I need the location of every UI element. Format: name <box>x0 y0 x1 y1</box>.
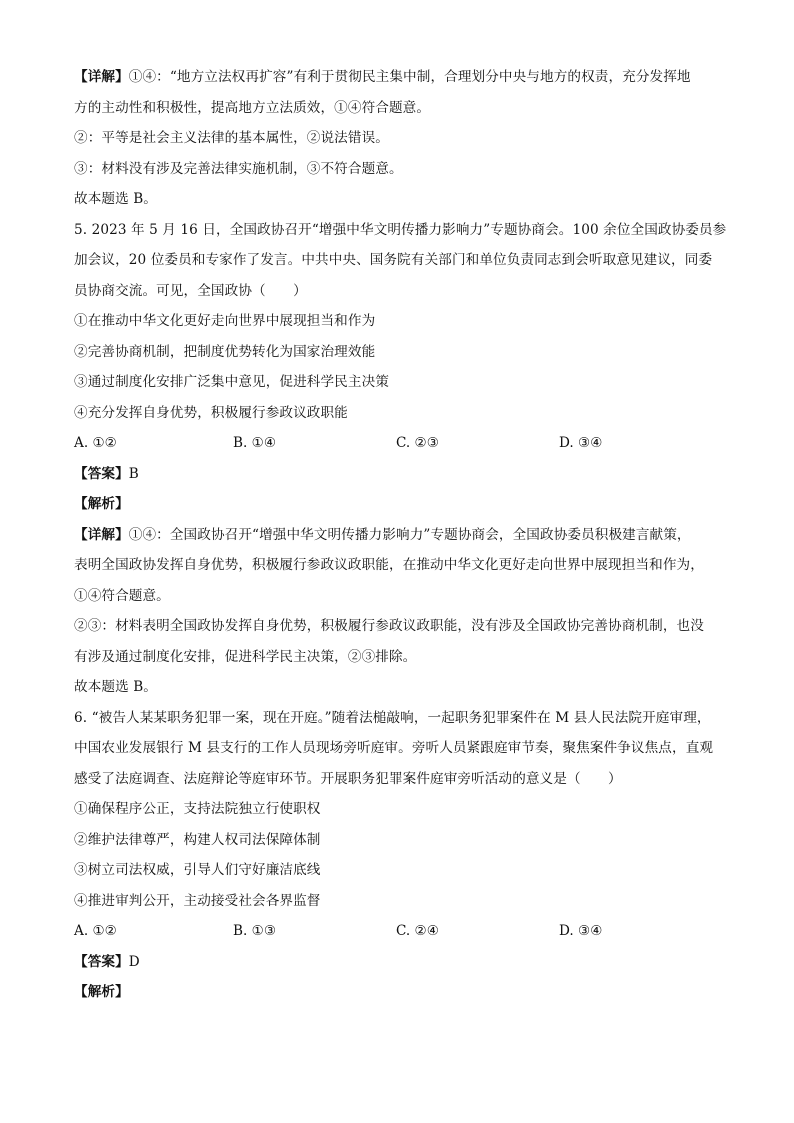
statement-1: ①确保程序公正，支持法院独立行使职权 <box>74 801 321 817</box>
statement-4: ④充分发挥自身优势，积极履行参政议政职能 <box>74 404 348 421</box>
analysis-label: 【解析】 <box>74 984 129 1000</box>
question-stem-line: 5. 2023 年 5 月 16 日，全国政协召开“增强中华文明传播力影响力”专题协商会。100 余位全国政协委员参 <box>74 221 727 238</box>
answer-options <box>74 916 724 947</box>
question-stem-line: 感受了法庭调查、法庭辩论等庭审环节。开展职务犯罪案件庭审旁听活动的意义是（ ） <box>74 770 622 787</box>
answer-value: B <box>128 465 139 482</box>
answer-label: 【答案】 <box>74 465 129 482</box>
statement-2: ②完善协商机制，把制度优势转化为国家治理效能 <box>74 343 376 360</box>
detail-line: ①④符合题意。 <box>74 587 170 604</box>
detail-line: ③：材料没有涉及完善法律实施机制，③不符合题意。 <box>74 160 403 177</box>
analysis-label: 【解析】 <box>74 496 129 512</box>
answer-line <box>74 947 724 978</box>
detail-label: 【详解】 <box>74 526 129 543</box>
statement-3: ③树立司法权威，引导人们守好廉洁底线 <box>74 862 321 878</box>
conclusion-line: 故本题选 B。 <box>74 679 157 695</box>
detail-line: ②：平等是社会主义法律的基本属性，②说法错误。 <box>74 130 389 146</box>
option-d: D. ③④ <box>559 435 603 451</box>
option-c: C. ②④ <box>396 923 439 939</box>
detail-line: ②③：材料表明全国政协发挥自身优势，积极履行参政议政职能，没有涉及全国政协完善协商机制，也没 <box>74 618 704 634</box>
question-stem-line: 6. “被告人某某职务犯罪一案，现在开庭。”随着法槌敲响，一起职务犯罪案件在 M 县人民法院开庭审理， <box>74 709 711 726</box>
answer-line <box>74 459 724 490</box>
question-stem-line: 加会议，20 位委员和专家作了发言。中共中央、国务院有关部门和单位负责同志到会听取意见建议，同委 <box>74 252 713 268</box>
statement-4: ④推进审判公开，主动接受社会各界监督 <box>74 892 321 909</box>
statement-1: ①在推动中华文化更好走向世界中展现担当和作为 <box>74 313 376 329</box>
question-stem-line: 员协商交流。可见，全国政协（ ） <box>74 282 307 299</box>
detail-line: 有涉及通过制度化安排，促进科学民主决策，②③排除。 <box>74 648 417 665</box>
question-stem-line: 中国农业发展银行 M 县支行的工作人员现场旁听庭审。旁听人员紧跟庭审节奏，聚焦案件争议焦点，直观 <box>74 740 714 756</box>
detail-label: 【详解】 <box>74 69 129 85</box>
option-d: D. ③④ <box>559 923 603 939</box>
statement-3: ③通过制度化安排广泛集中意见，促进科学民主决策 <box>74 374 389 390</box>
answer-options <box>74 428 724 459</box>
detail-line: 【详解】①④：“地方立法权再扩容”有利于贯彻民主集中制，合理划分中央与地方的权责，充分发挥地 <box>74 69 691 85</box>
option-a: A. ①② <box>74 435 117 451</box>
detail-line: 表明全国政协发挥自身优势，积极履行参政议政职能，在推动中华文化更好走向世界中展现担当和作为， <box>74 557 704 573</box>
option-a: A. ①② <box>74 923 117 939</box>
option-b: B. ①③ <box>233 923 277 939</box>
statement-2: ②维护法律尊严，构建人权司法保障体制 <box>74 831 321 848</box>
detail-line: 方的主动性和积极性，提高地方立法质效，①④符合题意。 <box>74 99 431 116</box>
option-b: B. ①④ <box>233 435 277 451</box>
answer-value: D <box>128 953 140 970</box>
answer-label: 【答案】 <box>74 953 129 970</box>
document-page <box>74 62 727 1008</box>
option-c: C. ②③ <box>396 435 439 451</box>
detail-line: 【详解】①④：全国政协召开“增强中华文明传播力影响力”专题协商会，全国政协委员积极建言献策， <box>74 526 691 543</box>
conclusion-line: 故本题选 B。 <box>74 191 157 207</box>
